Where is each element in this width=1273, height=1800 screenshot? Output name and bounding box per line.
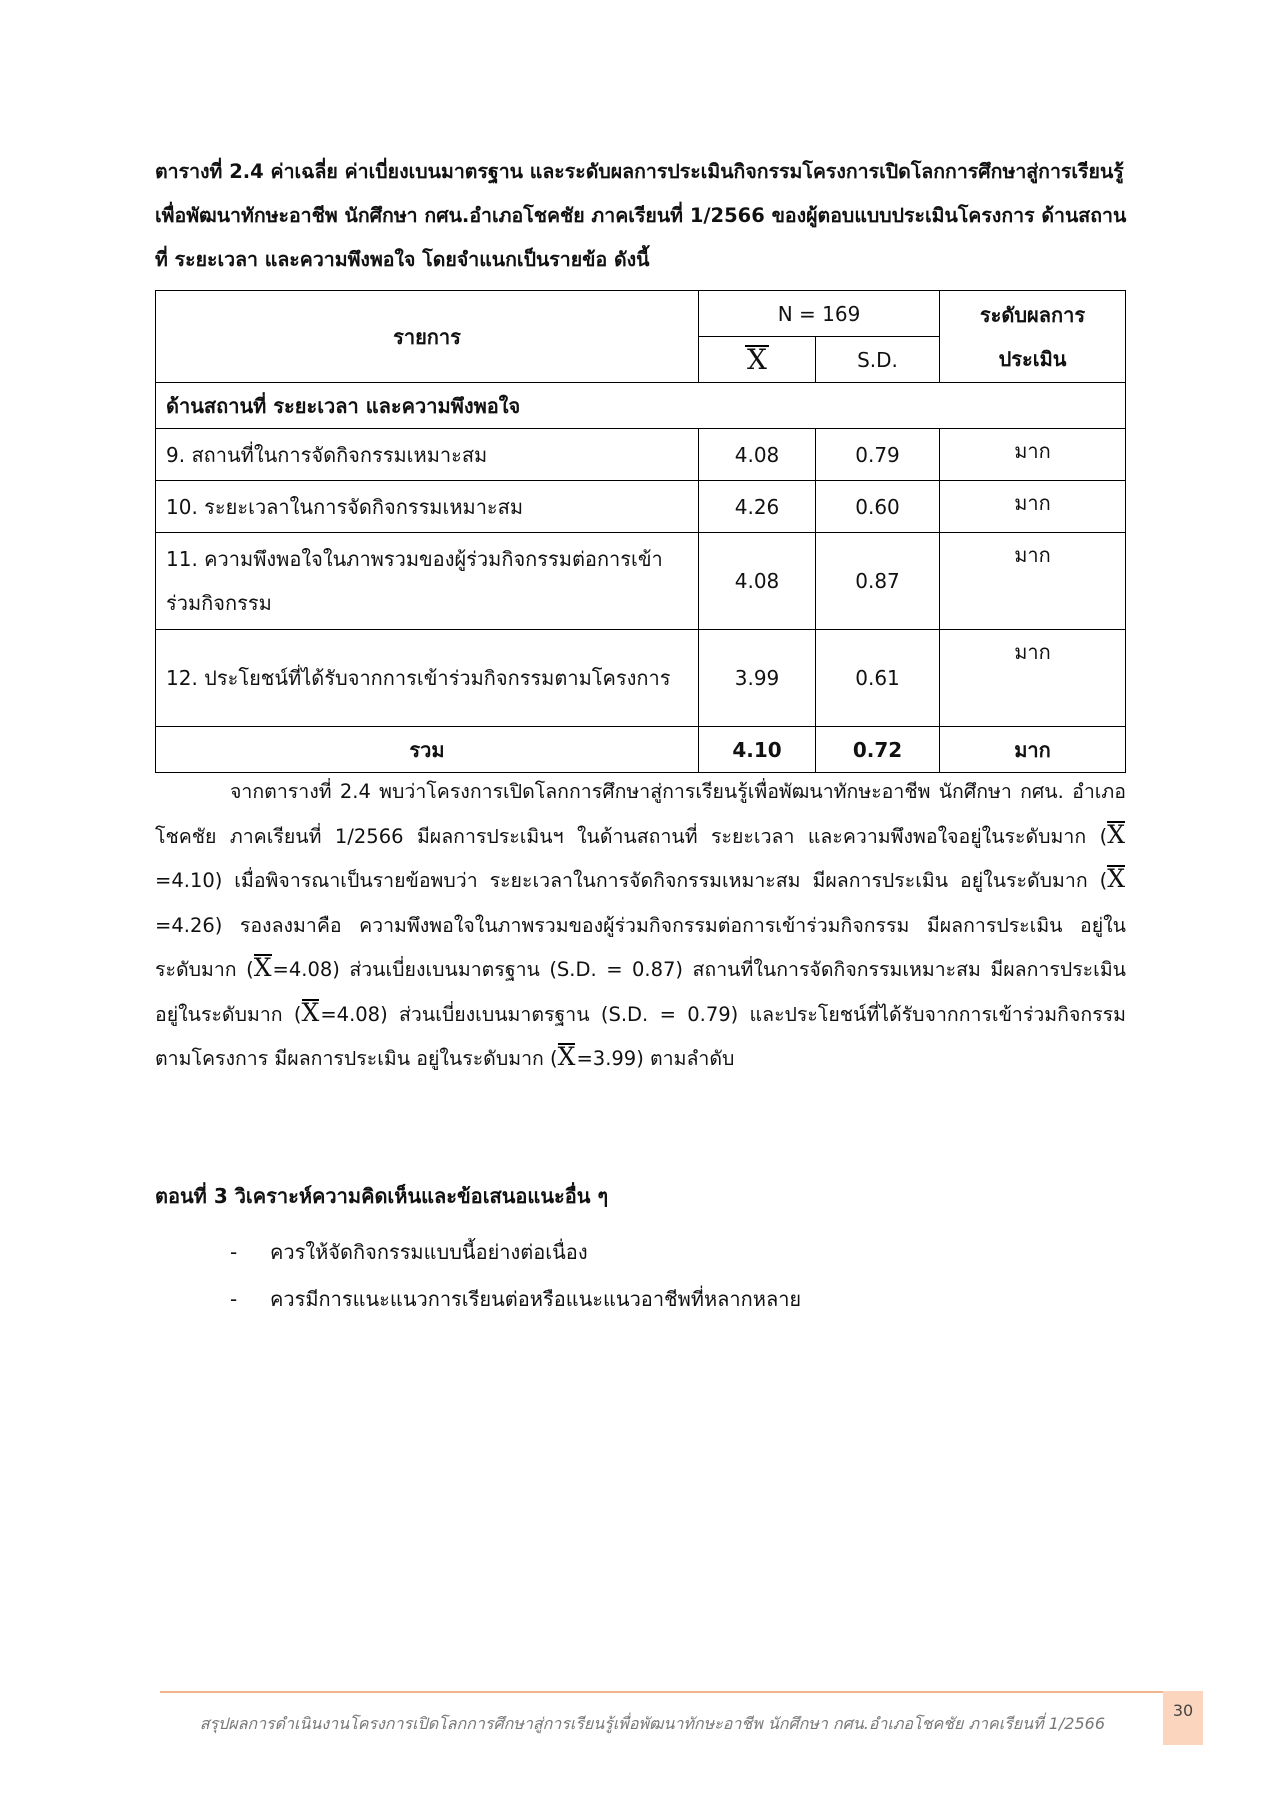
mean-symbol: X (301, 997, 320, 1027)
mean-symbol: X (747, 343, 767, 376)
summary-text: =4.08) ส่วนเบี่ยงเบนมาตรฐาน (S.D. = 0.87) สถานที่ในการจัดกิจกรรมเหมาะสม มีผลการประเมิน อยู่ในระดับมาก ( (155, 958, 1127, 1026)
table-header-row (156, 291, 1126, 337)
summary-text: =4.26) รองลงมาคือ ความพึงพอใจในภาพรวมของผู้ร่วมกิจกรรมต่อการเข้าร่วมกิจกรรม มีผลการประเมิน อยู่ในระดับมาก ( (155, 913, 1126, 981)
row-mean: 3.99 (699, 630, 816, 727)
mean-symbol: X (1107, 819, 1125, 849)
footer-divider (160, 1691, 1163, 1693)
header-mean (699, 337, 816, 383)
row-sd: 0.60 (816, 481, 940, 533)
suggestion-text: ควรให้จัดกิจกรรมแบบนี้อย่างต่อเนื่อง (270, 1240, 588, 1264)
footer-title: สรุปผลการดำเนินงานโครงการเปิดโลกการศึกษาสู่การเรียนรู้เพื่อพัฒนาทักษะอาชีพ นักศึกษา กศน.อำเภอโชคชัย ภาคเรียนที่ 1/2566 (199, 1714, 1105, 1733)
row-mean: 4.08 (699, 533, 816, 630)
list-item (230, 1232, 801, 1279)
total-mean: 4.10 (699, 727, 816, 773)
table-row (156, 533, 1126, 630)
header-n: N = 169 (699, 291, 940, 337)
total-row (156, 727, 1126, 773)
summary-paragraph (155, 770, 1126, 1082)
row-level: มาก (940, 630, 1126, 727)
bullet-dash: - (230, 1240, 238, 1264)
part3-heading: ตอนที่ 3 วิเคราะห์ความคิดเห็นและข้อเสนอแนะอื่น ๆ (155, 1184, 609, 1208)
mean-symbol: X (253, 953, 272, 982)
total-sd: 0.72 (816, 727, 940, 773)
row-level: มาก (940, 533, 1126, 630)
summary-text: =4.08) ส่วนเบี่ยงเบนมาตรฐาน (S.D. = 0.79) และประโยชน์ที่ได้รับจากการเข้าร่วมกิจกรรมตามโครงการ มีผลการประเมิน อยู่ในระดับมาก ( (155, 1002, 1126, 1070)
mean-symbol: X (1107, 864, 1125, 893)
suggestion-list (230, 1232, 801, 1326)
total-level: มาก (940, 727, 1126, 773)
row-mean: 4.26 (699, 481, 816, 533)
row-mean: 4.08 (699, 429, 816, 481)
total-label: รวม (156, 727, 699, 773)
header-item: รายการ (156, 291, 699, 383)
row-item: 12. ประโยชน์ที่ได้รับจากการเข้าร่วมกิจกรรมตามโครงการ (156, 630, 699, 727)
section-label: ด้านสถานที่ ระยะเวลา และความพึงพอใจ (156, 383, 1126, 429)
row-sd: 0.61 (816, 630, 940, 727)
summary-text: =3.99) ตามลำดับ (576, 1047, 735, 1070)
row-sd: 0.79 (816, 429, 940, 481)
table-row (156, 429, 1126, 481)
bullet-dash: - (230, 1287, 238, 1311)
header-level: ระดับผลการประเมิน (940, 291, 1126, 383)
results-table (155, 290, 1126, 773)
section-row (156, 383, 1126, 429)
row-level: มาก (940, 481, 1126, 533)
summary-text: จากตารางที่ 2.4 พบว่าโครงการเปิดโลกการศึกษาสู่การเรียนรู้เพื่อพัฒนาทักษะอาชีพ นักศึกษา กศน. อำเภอโชคชัย ภาคเรียนที่ 1/2566 มีผลการประเมินฯ ในด้านสถานที่ ระยะเวลา และความพึงพอใจอยู่ในระดับมาก ( (155, 780, 1126, 848)
suggestion-text: ควรมีการแนะแนวการเรียนต่อหรือแนะแนวอาชีพที่หลากหลาย (270, 1287, 802, 1311)
row-level: มาก (940, 429, 1126, 481)
page-number: 30 (1163, 1691, 1203, 1745)
row-item: 9. สถานที่ในการจัดกิจกรรมเหมาะสม (156, 429, 699, 481)
summary-text: =4.10) เมื่อพิจารณาเป็นรายข้อพบว่า ระยะเวลาในการจัดกิจกรรมเหมาะสม มีผลการประเมิน อยู่ในระดับมาก ( (155, 869, 1108, 892)
table-caption: ตารางที่ 2.4 ค่าเฉลี่ย ค่าเบี่ยงเบนมาตรฐาน และระดับผลการประเมินกิจกรรมโครงการเปิดโลกการศึกษาสู่การเรียนรู้เพื่อพัฒนาทักษะอาชีพ นักศึกษา กศน.อำเภอโชคชัย ภาคเรียนที่ 1/2566 ของผู้ตอบแบบประเมินโครงการ ด้านสถานที่ ระยะเวลา และความพึงพอใจ โดยจำแนกเป็นรายข้อ ดังนี้ (155, 160, 1127, 271)
row-item: 11. ความพึงพอใจในภาพรวมของผู้ร่วมกิจกรรมต่อการเข้าร่วมกิจกรรม (156, 533, 699, 630)
table-row (156, 481, 1126, 533)
row-item: 10. ระยะเวลาในการจัดกิจกรรมเหมาะสม (156, 481, 699, 533)
row-sd: 0.87 (816, 533, 940, 630)
list-item (230, 1279, 801, 1326)
mean-symbol: X (557, 1042, 576, 1071)
header-sd: S.D. (816, 337, 940, 383)
table-row (156, 630, 1126, 727)
